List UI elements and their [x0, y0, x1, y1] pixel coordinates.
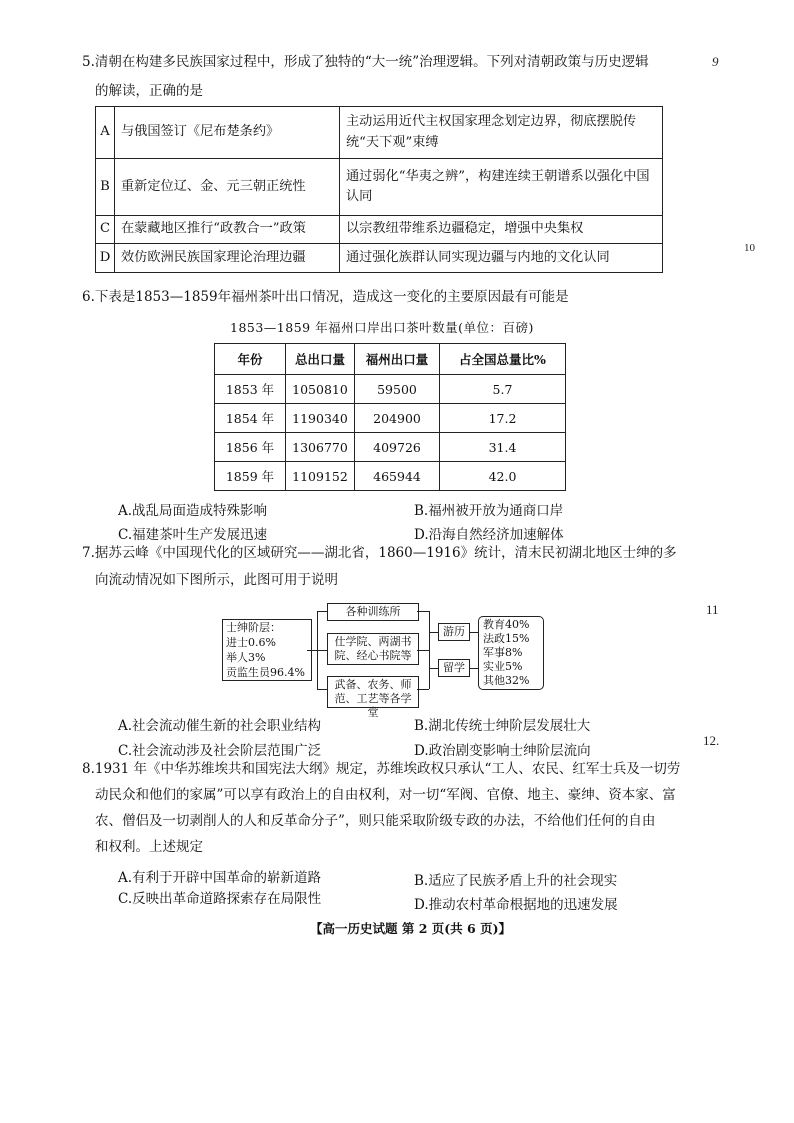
q8-stem-line3: 农、僧侣及一切剥削人的人和反革命分子”，则只能采取阶级专政的办法，不给他们任何的自由 [95, 813, 656, 829]
q7-option-a[interactable]: A.社会流动催生新的社会职业结构 [118, 718, 322, 734]
q8-stem-line1: 8.1931 年《中华苏维埃共和国宪法大纲》规定，苏维埃政权只承认“工人、农民、红军士兵及一切劳 [82, 761, 681, 777]
q6-cell: 1853 年 [215, 375, 286, 404]
table-row [215, 404, 566, 433]
q5-key-c: C [96, 216, 115, 244]
q5-row-b [96, 159, 663, 216]
q6-table [214, 343, 566, 491]
q7-travel-box: 游历 [438, 623, 470, 641]
q7-schools-box: 武备、农务、师范、工艺等各学堂 [327, 676, 419, 708]
q5-table [95, 106, 663, 273]
q6-cell: 1854 年 [215, 404, 286, 433]
q7-outcome-item: 教育40% [483, 618, 530, 631]
q7-gentry-box [222, 619, 312, 681]
q5-policy-a: 与俄国签订《尼布楚条约》 [115, 107, 340, 159]
q6-table-caption: 1853—1859 年福州口岸出口茶叶数量(单位：百磅) [230, 320, 534, 335]
q7-training-box: 各种训练所 [327, 603, 419, 621]
q6-option-d[interactable]: D.沿海自然经济加速解体 [414, 527, 564, 543]
q7-connector [317, 611, 327, 612]
q8-option-d[interactable]: D.推动农村革命根据地的迅速发展 [414, 897, 618, 913]
q7-gentry-item: 贡监生员96.4% [226, 665, 305, 679]
q7-connector [317, 650, 327, 651]
q5-stem-line2: 的解读，正确的是 [95, 83, 203, 99]
q5-key-a: A [96, 107, 115, 159]
q7-option-b[interactable]: B.湖北传统士绅阶层发展壮大 [414, 718, 591, 734]
q7-option-c[interactable]: C.社会流动涉及社会阶层范围广泛 [118, 743, 322, 759]
q5-row-c [96, 216, 663, 244]
q5-logic-d: 通过强化族群认同实现边疆与内地的文化认同 [340, 244, 663, 273]
q7-study-abroad-box: 留学 [438, 659, 470, 677]
q7-outcomes-box [478, 616, 544, 690]
q7-stem-line1: 7.据苏云峰《中国现代化的区域研究——湖北省，1860—1916》统计，清末民初湖北地区士绅的多 [82, 545, 677, 561]
q7-connector [317, 689, 327, 690]
q5-key-d: D [96, 244, 115, 273]
q6-cell: 17.2 [440, 404, 566, 433]
q6-cell: 59500 [355, 375, 440, 404]
table-row [215, 433, 566, 462]
q8-option-b[interactable]: B.适应了民族矛盾上升的社会现实 [414, 873, 618, 889]
page-footer: 【高一历史试题 第 2 页(共 6 页)】 [310, 921, 511, 936]
q5-policy-b: 重新定位辽、金、元三朝正统性 [115, 159, 340, 216]
q7-connector [417, 650, 429, 651]
q7-outcome-item: 实业5% [483, 660, 523, 674]
q7-connector [429, 632, 438, 633]
side-number-9: 9 [712, 54, 719, 69]
table-row [215, 462, 566, 491]
q6-option-b[interactable]: B.福州被开放为通商口岸 [414, 503, 564, 519]
q6-cell: 409726 [355, 433, 440, 462]
q5-logic-c: 以宗教纽带维系边疆稳定，增强中央集权 [340, 216, 663, 244]
side-number-11: 11 [706, 602, 719, 617]
q6-cell: 1109152 [286, 462, 355, 491]
q8-stem-line4: 和权利。上述规定 [95, 839, 203, 855]
q7-academies-box: 仕学院、两湖书院、经心书院等 [327, 633, 419, 665]
q6-header-year: 年份 [215, 344, 286, 375]
q6-header-fuzhou: 福州出口量 [355, 344, 440, 375]
q6-cell: 1306770 [286, 433, 355, 462]
q7-gentry-title: 士绅阶层： [226, 621, 281, 634]
q8-option-a[interactable]: A.有利于开辟中国革命的崭新道路 [118, 870, 322, 886]
q7-connector [429, 668, 438, 669]
q7-gentry-item: 举人3% [226, 650, 266, 664]
q7-connector [307, 650, 317, 651]
q8-stem-line2: 动民众和他们的家属”可以享有政治上的自由权利，对一切“军阀、官僚、地主、豪绅、资本家、富 [95, 787, 676, 803]
q6-stem: 6.下表是1853—1859年福州茶叶出口情况，造成这一变化的主要原因最有可能是 [82, 289, 569, 305]
q7-stem-line2: 向流动情况如下图所示，此图可用于说明 [95, 572, 338, 588]
side-number-12: 12. [703, 733, 720, 748]
q7-connector [470, 632, 478, 633]
q7-outcome-item: 军事8% [483, 646, 523, 660]
q6-cell: 1859 年 [215, 462, 286, 491]
q6-option-c[interactable]: C.福建茶叶生产发展迅速 [118, 527, 268, 543]
q6-header-total: 总出口量 [286, 344, 355, 375]
q8-option-c[interactable]: C.反映出革命道路探索存在局限性 [118, 891, 322, 907]
q5-key-b: B [96, 159, 115, 216]
q6-option-a[interactable]: A.战乱局面造成特殊影响 [118, 503, 268, 519]
q6-cell: 1190340 [286, 404, 355, 433]
q7-connector [417, 689, 429, 690]
q7-option-d[interactable]: D.政治剧变影响士绅阶层流向 [414, 743, 591, 759]
q7-outcome-item: 法政15% [483, 632, 530, 646]
q6-cell: 42.0 [440, 462, 566, 491]
q7-gentry-item: 进士0.6% [226, 635, 276, 649]
q6-cell: 204900 [355, 404, 440, 433]
q6-cell: 31.4 [440, 433, 566, 462]
q6-cell: 5.7 [440, 375, 566, 404]
q6-cell: 1050810 [286, 375, 355, 404]
q5-row-a [96, 107, 663, 159]
q6-cell: 465944 [355, 462, 440, 491]
q6-table-header [215, 344, 566, 375]
q5-row-d [96, 244, 663, 273]
q6-cell: 1856 年 [215, 433, 286, 462]
q5-logic-b: 通过弱化“华夷之辨”，构建连续王朝谱系以强化中国认同 [340, 159, 663, 216]
q7-outcome-item: 其他32% [483, 674, 530, 688]
q7-connector [470, 668, 478, 669]
q6-header-share: 占全国总量比% [440, 344, 566, 375]
q7-connector [429, 611, 430, 689]
q5-logic-a: 主动运用近代主权国家理念划定边界，彻底摆脱传统“天下观”束缚 [340, 107, 663, 159]
table-row [215, 375, 566, 404]
q5-stem-line1: 5.清朝在构建多民族国家过程中，形成了独特的“大一统”治理逻辑。下列对清朝政策与历史逻辑 [82, 54, 649, 70]
q5-policy-d: 效仿欧洲民族国家理论治理边疆 [115, 244, 340, 273]
q5-policy-c: 在蒙藏地区推行“政教合一”政策 [115, 216, 340, 244]
q7-connector [417, 611, 429, 612]
side-number-10: 10 [744, 242, 755, 254]
